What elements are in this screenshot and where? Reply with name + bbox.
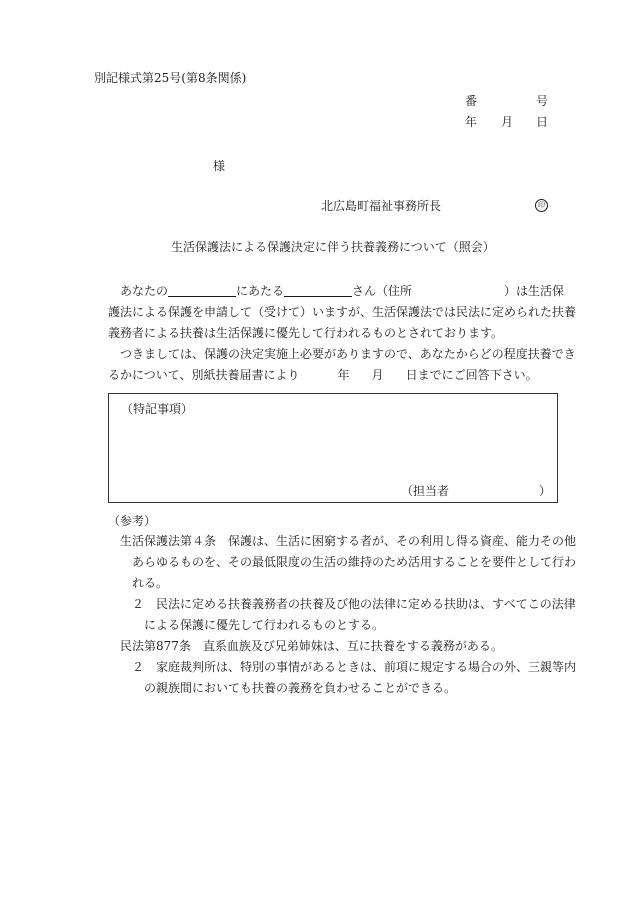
body-paragraph-2 xyxy=(108,344,578,386)
form-number-label: 別記様式第25号(第8条関係) xyxy=(94,71,247,85)
day-label: 日 xyxy=(536,115,549,129)
sender-name: 北広島町福祉事務所長 xyxy=(321,199,442,213)
contact-person-close: ） xyxy=(539,484,552,498)
seal-mark: 印 xyxy=(535,199,548,212)
relationship-blank xyxy=(168,284,236,297)
document-title: 生活保護法による保護決定に伴う扶養義務について（照会） xyxy=(171,240,495,254)
remarks-label: （特記事項） xyxy=(121,402,194,416)
number-label: 番 xyxy=(465,94,478,108)
year-label: 年 xyxy=(465,115,478,129)
body-text-1b: にあたる xyxy=(236,284,285,298)
number-suffix: 号 xyxy=(536,94,549,108)
body-text xyxy=(108,281,578,386)
body-text-1-line2: 護法による保護を申請して（受けて）いますが、生活保護法では民法に定められた扶養 xyxy=(108,305,577,319)
body-text-2a: るかについて、別紙扶養届書により xyxy=(108,368,300,382)
contact-person-open: （担当者 xyxy=(401,484,450,498)
reply-year: 年 xyxy=(337,368,350,382)
body-text-1c: さん（住所 xyxy=(352,284,413,298)
body-text-1d: ）は生活保 xyxy=(504,284,565,298)
addressee-honorific: 様 xyxy=(213,159,226,173)
reference-item-1: 生活保護法第４条 保護は、生活に困窮する者が、その利用し得る資産、能力その他あらゆるものを、その最低限度の生活の維持のため活用することを要件として行われる。 xyxy=(120,534,577,590)
reply-month: 月 xyxy=(371,368,384,382)
reference-item-4: ２ 家庭裁判所は、特別の事情があるときは、前項に規定する場合の外、三親等内の親族間においても扶養の義務を負わせることができる。 xyxy=(132,660,577,695)
body-text-2-line1: つきましては、保護の決定実施上必要がありますので、あなたからどの程度扶養でき xyxy=(120,347,576,361)
reference-item-3: 民法第877条 直系血族及び兄弟姉妹は、互に扶養をする義務がある。 xyxy=(120,639,503,653)
body-text-1a: あなたの xyxy=(120,284,169,298)
body-text-1-line3: 義務者による扶養は生活保護に優先して行われるものとされております。 xyxy=(108,326,504,340)
remarks-box xyxy=(108,393,558,503)
reference-item-2: ２ 民法に定める扶養義務者の扶養及び他の法律に定める扶助は、すべてこの法律による保護に優先して行われるものとする。 xyxy=(132,597,576,632)
reply-day-tail: 日までにご回答下さい。 xyxy=(405,368,538,382)
name-blank xyxy=(284,284,352,297)
body-paragraph-1 xyxy=(108,281,578,344)
reference-list xyxy=(120,531,580,699)
month-label: 月 xyxy=(501,115,514,129)
reference-heading: （参考） xyxy=(108,514,157,528)
